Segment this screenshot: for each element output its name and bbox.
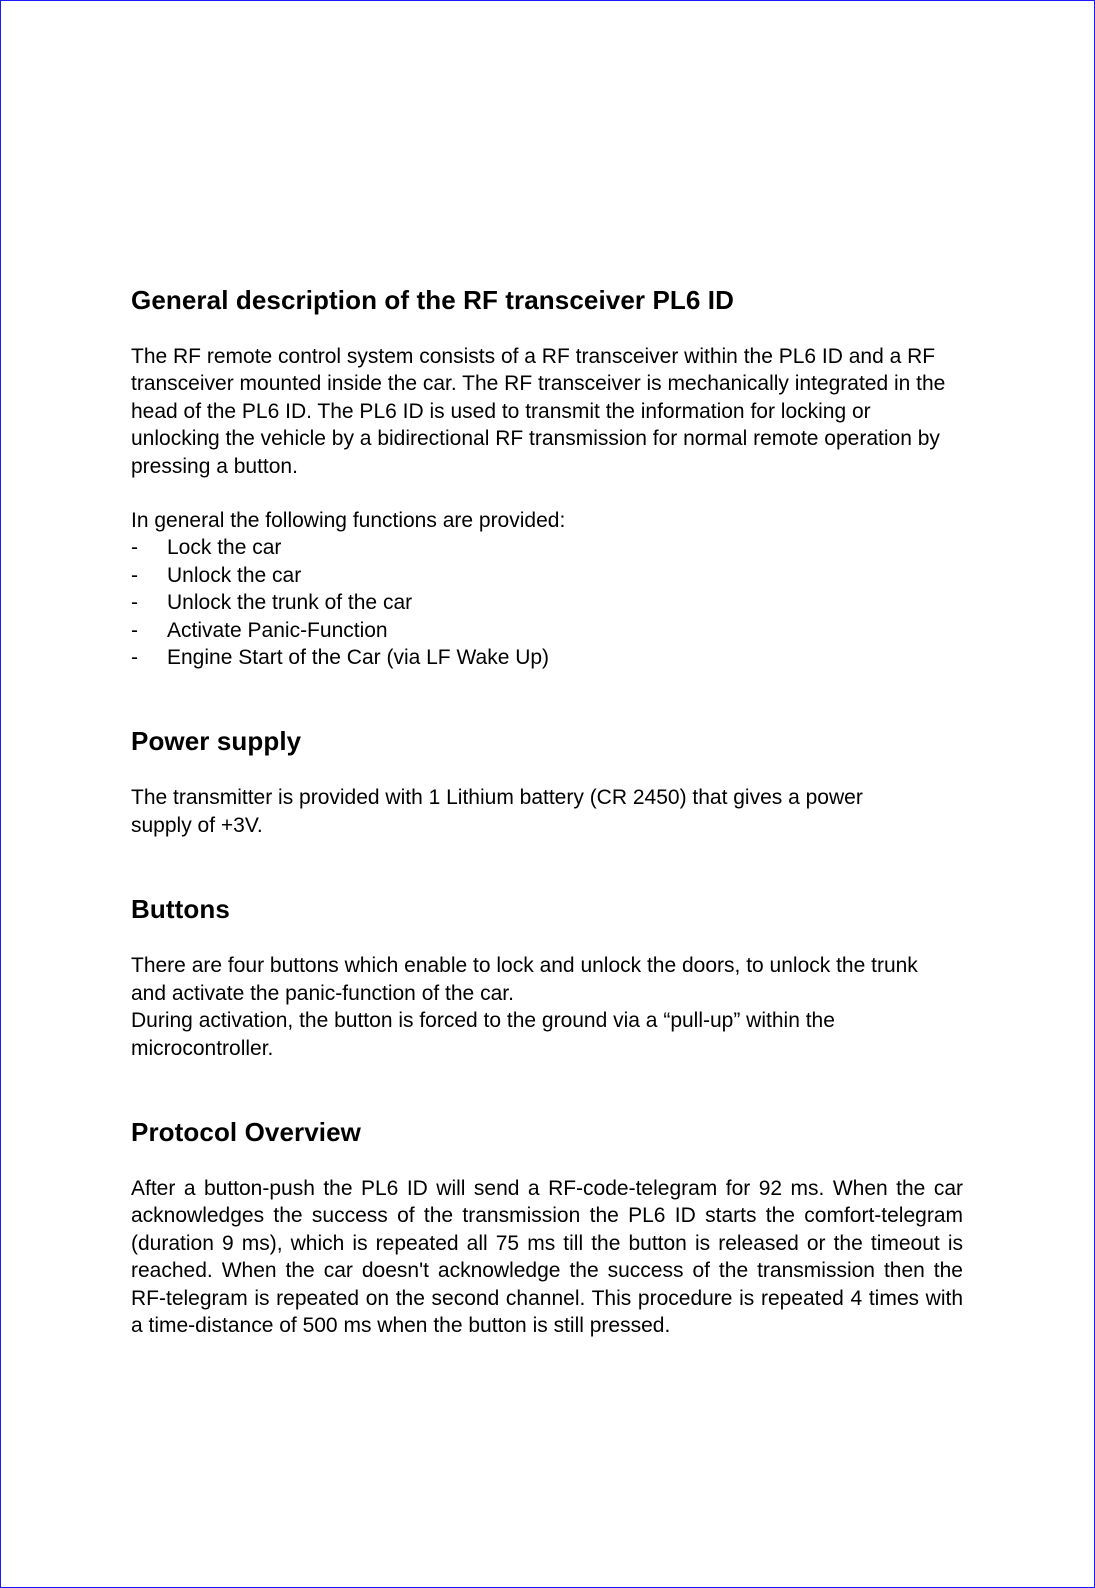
list-item xyxy=(131,534,963,561)
section-heading-protocol-overview: Protocol Overview xyxy=(131,1116,361,1147)
document-body xyxy=(131,284,963,1339)
list-item-text: Activate Panic-Function xyxy=(167,618,388,642)
list-item xyxy=(131,617,963,644)
paragraph-protocol-overview: After a button-push the PL6 ID will send a RF-code-telegram for 92 ms. When the car acknowledges the success of the transmission the PL6 ID starts the comfort-telegram (duration 9 ms), which is repeated all 75 ms till the button is released or the timeout is reached. When the car doesn't acknowledge the success of the transmission then the RF-telegram is repeated on the second channel. This procedure is repeated 4 times with a time-distance of 500 ms when the button is still pressed. xyxy=(131,1176,963,1337)
list-item-text: Unlock the trunk of the car xyxy=(167,591,413,615)
list-item-text: Lock the car xyxy=(167,536,282,560)
list-item-text: Unlock the car xyxy=(167,563,302,587)
list-dash: - xyxy=(131,618,138,642)
section-heading-general-description: General description of the RF transceiver PL6 ID xyxy=(131,285,734,315)
list-item-text: Engine Start of the Car (via LF Wake Up) xyxy=(167,646,550,670)
list-dash: - xyxy=(131,646,138,670)
paragraph-buttons-activation: During activation, the button is forced to the ground via a “pull-up” within the microcontroller. xyxy=(131,1009,835,1060)
functions-list xyxy=(131,534,963,671)
list-dash: - xyxy=(131,536,138,560)
paragraph-functions-intro: In general the following functions are provided: xyxy=(131,509,566,533)
paragraph-rf-system-description: The RF remote control system consists of a RF transceiver within the PL6 ID and a RF transceiver mounted inside the car. The RF transceiver is mechanically integrated in the head of the PL6 ID. The PL6 ID is used to transmit the information for locking or unlocking the vehicle by a bidirectional RF transmission for normal remote operation by pressing a button. xyxy=(131,345,946,478)
paragraph-buttons-description: There are four buttons which enable to lock and unlock the doors, to unlock the trunk and activate the panic-function of the car. xyxy=(131,954,918,1005)
list-item xyxy=(131,589,963,616)
list-item xyxy=(131,562,963,589)
paragraph-power-supply: The transmitter is provided with 1 Lithium battery (CR 2450) that gives a power supply of +3V. xyxy=(131,786,863,837)
section-heading-power-supply: Power supply xyxy=(131,726,302,757)
list-dash: - xyxy=(131,563,138,587)
section-heading-buttons: Buttons xyxy=(131,894,230,925)
list-item xyxy=(131,644,963,671)
list-dash: - xyxy=(131,591,138,615)
